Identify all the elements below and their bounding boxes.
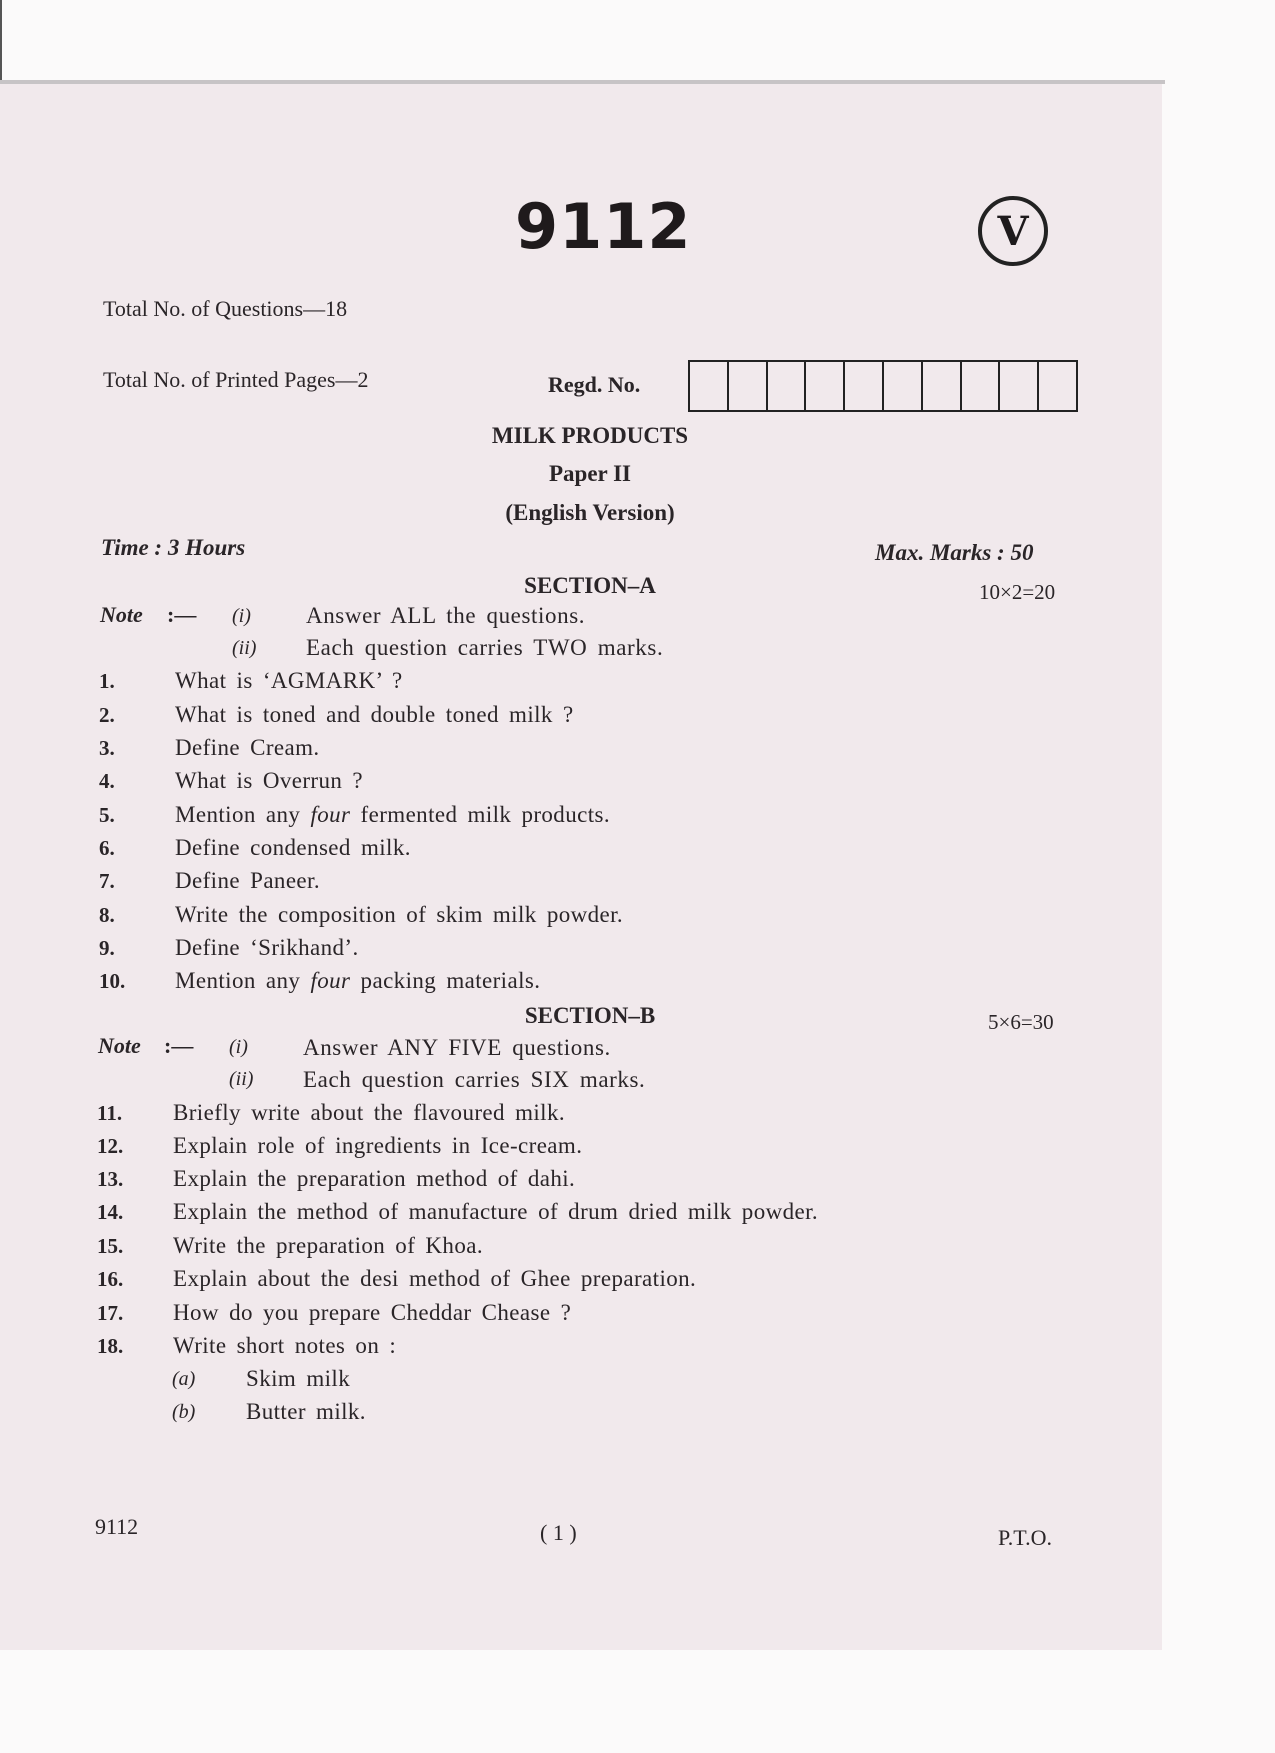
question-number: 8. [99,903,115,927]
question-number: 6. [99,836,115,860]
time-allowed: Time : 3 Hours [101,535,246,560]
footer-pto: P.T.O. [998,1525,1052,1550]
question-text: Write short notes on : [173,1333,397,1358]
question-text-part: Mention any [175,968,311,993]
section-a-note-num: (ii) [232,637,257,659]
section-a-heading: SECTION–A [524,573,656,598]
question-number: 1. [99,669,115,693]
question-number: 2. [99,703,115,727]
section-b-marks: 5×6=30 [988,1010,1054,1034]
subpart-text: Skim milk [246,1366,351,1391]
version-mark-circle [978,196,1048,266]
paper-title: Paper II [549,461,631,486]
section-a-note-text: Answer ALL the questions. [306,603,586,628]
question-number: 12. [97,1134,124,1158]
question-number: 3. [99,736,115,760]
section-b-note-text: Each question carries SIX marks. [303,1067,646,1092]
question-text-part: fermented milk products. [350,802,611,827]
question-text: Explain about the desi method of Ghee preparation. [173,1266,697,1291]
regd-number-box[interactable] [962,362,1001,410]
question-number: 13. [97,1167,124,1191]
question-text: What is Overrun ? [175,768,364,793]
question-number: 9. [99,936,115,960]
subpart-text: Butter milk. [246,1399,366,1424]
question-text-emphasis: four [310,968,351,993]
question-number: 4. [99,769,115,793]
paper-code: 9112 [515,190,692,263]
question-number: 14. [97,1200,124,1224]
regd-number-box[interactable] [845,362,884,410]
section-a-marks: 10×2=20 [979,580,1056,604]
section-a-note-num: (i) [232,605,251,627]
question-text: What is toned and double toned milk ? [175,702,574,727]
footer-page-number: ( 1 ) [540,1520,577,1545]
regd-number-box[interactable] [806,362,845,410]
question-text: Explain the method of manufacture of drum dried milk powder. [173,1199,819,1224]
question-text: Define Cream. [175,735,320,760]
total-questions-text: Total No. of Questions—18 [103,296,348,321]
question-text-emphasis: four [310,802,351,827]
question-text: Define Paneer. [175,868,320,893]
question-text: How do you prepare Cheddar Chease ? [173,1300,572,1325]
question-number: 5. [99,803,115,827]
question-number: 11. [97,1101,123,1125]
version-title: (English Version) [505,500,675,525]
question-number: 15. [97,1234,124,1258]
question-text: Explain the preparation method of dahi. [173,1166,576,1191]
question-text: Define ‘Srikhand’. [175,935,359,960]
regd-number-box[interactable] [690,362,729,410]
question-number: 10. [99,969,126,993]
footer-code: 9112 [95,1514,139,1539]
section-b-note-separator: :— [164,1033,194,1058]
question-text: Define condensed milk. [175,835,411,860]
question-number: 18. [97,1334,124,1358]
scan-edge-line [0,0,2,82]
total-pages [103,367,368,393]
question-text [175,802,610,828]
regd-label: Regd. No. [548,372,641,397]
section-a-note-text: Each question carries TWO marks. [306,635,664,660]
question-number: 7. [99,869,115,893]
version-mark: V [997,207,1029,255]
regd-number-box[interactable] [729,362,768,410]
question-text [175,968,540,994]
question-text: Write the preparation of Khoa. [173,1233,483,1258]
subpart-number: (a) [172,1368,196,1390]
question-text-part: Mention any [175,802,311,827]
section-b-note-label: Note [98,1033,141,1058]
question-text: What is ‘AGMARK’ ? [175,668,403,693]
question-number: 16. [97,1267,124,1291]
regd-number-boxes[interactable] [688,360,1078,412]
regd-number-box[interactable] [1039,362,1076,410]
max-marks: Max. Marks : 50 [875,540,1034,565]
section-a-note-label: Note [100,602,143,627]
question-text: Explain role of ingredients in Ice-cream. [173,1133,583,1158]
regd-number-box[interactable] [1000,362,1039,410]
question-text: Briefly write about the flavoured milk. [173,1100,565,1125]
total-questions [103,296,347,322]
section-b-note-num: (i) [229,1036,248,1058]
question-text: Write the composition of skim milk powder. [175,902,624,927]
regd-number-box[interactable] [768,362,807,410]
section-b-note-num: (ii) [229,1068,254,1090]
section-b-note-text: Answer ANY FIVE questions. [303,1035,611,1060]
total-pages-text: Total No. of Printed Pages—2 [103,367,369,392]
subpart-number: (b) [172,1401,196,1423]
question-number: 17. [97,1301,124,1325]
section-a-note-separator: :— [167,602,197,627]
question-text-part: packing materials. [350,968,541,993]
regd-number-box[interactable] [923,362,962,410]
section-b-heading: SECTION–B [524,1003,656,1028]
regd-number-box[interactable] [884,362,923,410]
subject-title: MILK PRODUCTS [491,423,689,448]
